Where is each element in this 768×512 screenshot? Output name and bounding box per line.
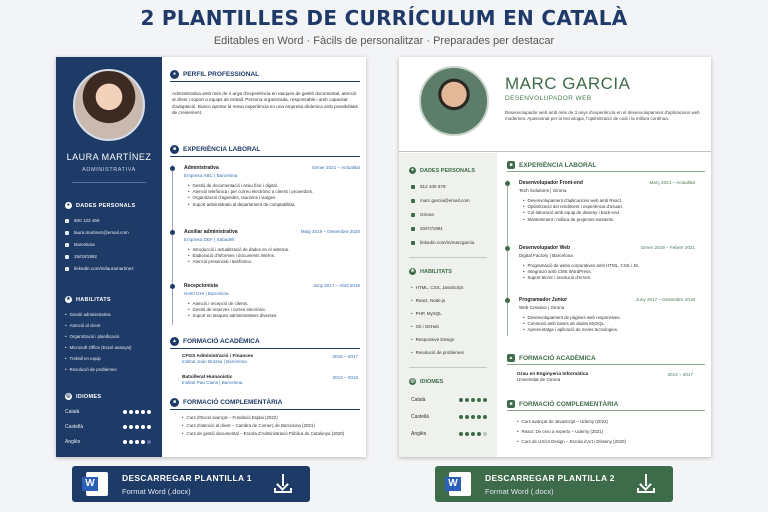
location-icon: [411, 213, 415, 217]
language-level: [123, 410, 151, 414]
cv1-linkedin: linkedin.com/in/lauramartinez: [65, 266, 134, 271]
level-dot: [471, 432, 475, 436]
phone-icon: [65, 219, 69, 223]
list-item: • Suport en tasques administratives diverses.: [188, 313, 277, 319]
cv1-role: ADMINISTRATIVA: [82, 167, 136, 173]
cv2-location: Girona: [411, 212, 434, 217]
list-item: • Organització i planificació: [65, 334, 119, 339]
level-dot: [477, 398, 481, 402]
cv2-skills-heading: ★ HABILITATS: [410, 268, 452, 275]
level-dot: [483, 432, 487, 436]
level-dot: [465, 432, 469, 436]
list-item: • Desenvolupament de pàgines web responsives.: [523, 315, 621, 321]
level-dot: [123, 410, 127, 414]
list-item: • Curs d'Excel avançat – Fundació Esplai (2022): [182, 415, 352, 421]
list-item: • Integració amb CMS WordPress.: [523, 269, 639, 275]
language-row: Castellà: [411, 414, 487, 420]
list-item: • Microsoft Office (Excel avançat): [65, 345, 131, 350]
cv1-extra-heading: ■ FORMACIÓ COMPLEMENTÀRIA: [170, 398, 360, 410]
download-tray-icon: [637, 488, 655, 493]
language-level: [459, 415, 487, 419]
list-item: • Curs de UX/UI Design – Escola d'Art i Disseny (2020): [517, 439, 687, 445]
cv-template-2: [399, 57, 711, 457]
list-item: • Gestió de documentació i arxiu físic i digital.: [188, 183, 313, 189]
list-item: • Curs avançat de JavaScript – Udemy (2022): [517, 419, 687, 425]
linkedin-icon: [65, 267, 69, 271]
cv2-intro: Desenvolupador web amb més de 3 anys d'experiència en el desenvolupament d'aplicacions web modernes. Apassionat per la tecnologia, l'optimització de codi i la millora contínua.: [505, 110, 700, 122]
level-dot: [135, 440, 139, 444]
language-level: [123, 425, 151, 429]
list-item: • Responsive Design: [411, 337, 454, 342]
level-dot: [147, 440, 151, 444]
list-item: • Treball en equip: [65, 356, 101, 361]
timeline-dot: [170, 284, 175, 289]
cv2-extra-heading: ■ FORMACIÓ COMPLEMENTÀRIA: [507, 400, 705, 411]
star-icon: ★: [66, 296, 71, 302]
level-dot: [477, 432, 481, 436]
level-dot: [129, 440, 133, 444]
divider: [72, 182, 146, 183]
cv2-languages-heading: ◎ IDIOMES: [410, 378, 444, 385]
cv1-phone: 600 123 456: [65, 218, 100, 223]
cv1-email: laura.martinez@email.com: [65, 230, 129, 235]
cv1-experience-heading: ■ EXPERIÈNCIA LABORAL: [170, 145, 360, 157]
briefcase-icon: ■: [507, 161, 515, 169]
cv1-job: Administrativa Gener 2021 – Actualitat Empresa ABC | Barcelona • Gestió de documentació i arxiu físic i digital. • Atenció telefònica i per correu electrònic a clients i proveïdors. • Organització d'agendes, reunions i viatges. • Suport administratiu al departament de comptabilitat.: [172, 165, 362, 225]
level-dot: [135, 425, 139, 429]
timeline-dot: [170, 166, 175, 171]
list-item: • HTML, CSS, JavaScript: [411, 285, 463, 290]
cv1-profile-heading: ● PERFIL PROFESSIONAL: [170, 70, 360, 82]
level-dot: [123, 425, 127, 429]
cv2-job: Programador Junior Juny 2017 – Desembre 2018 Web Creativa | Girona • Desenvolupament de pàgines web responsives. • Connexió amb bases de dades MySQL. • Aprenentatge i aplicació de noves tecnologies.: [507, 297, 697, 347]
cv-template-1: [56, 57, 366, 457]
list-item: • Curs d'atenció al client – Cambra de Comerç de Barcelona (2021): [182, 423, 352, 429]
list-item: • Introducció i actualització de dades en el sistema.: [188, 247, 289, 253]
list-item: • Suport administratiu al departament de comptabilitat.: [188, 202, 313, 208]
list-item: • Atenció presencial i telefònica.: [188, 259, 289, 265]
user-icon: ●: [410, 167, 415, 173]
list-item: • PHP, MySQL: [411, 311, 442, 316]
download-button-label: DESCARREGAR PLANTILLA 2: [485, 472, 615, 483]
timeline-dot: [505, 298, 510, 303]
graduation-cap-icon: ▲: [170, 337, 179, 346]
list-item: • Atenció telefònica i per correu electrònic a clients i proveïdors.: [188, 189, 313, 195]
phone-icon: [411, 185, 415, 189]
list-item: • Optimització del rendiment i experiència d'usuari.: [523, 204, 623, 210]
cv2-job: Desenvolupador Web Gener 2019 – Febrer 2021 Digital Factory | Barcelona • Programació de webs corporatives amb HTML, CSS i JS. • Integració amb CMS WordPress. • Suport tècnic i resolució d'errors.: [507, 245, 697, 295]
cv2-phone: 612 345 678: [411, 184, 446, 189]
calendar-icon: [411, 227, 415, 231]
cv1-education-item: Batxillerat Humanístic Institut Pau Claris | Barcelona 2013 – 2015: [182, 375, 358, 385]
language-level: [459, 432, 487, 436]
level-dot: [135, 410, 139, 414]
level-dot: [483, 398, 487, 402]
cv1-main: [162, 57, 366, 457]
list-item: • Programació de webs corporatives amb HTML, CSS i JS.: [523, 263, 639, 269]
level-dot: [147, 425, 151, 429]
globe-icon: ◎: [66, 393, 71, 399]
download-template-2-button[interactable]: [435, 466, 673, 502]
cv1-education-item: CFGS Administració i Finances Institut Joan Brossa | Barcelona 2015 – 2017: [182, 354, 358, 364]
cv1-job: Auxiliar administrativa Maig 2019 – Desembre 2020 Empresa DEF | Sabadell • Introducció i actualització de dades en el sistema. • Elaboració d'informes i documents interns. • Atenció presencial i telefònica.: [172, 229, 362, 279]
cv1-contact-heading: ● DADES PERSONALS: [66, 202, 136, 209]
level-dot: [471, 415, 475, 419]
timeline-dot: [170, 230, 175, 235]
cv1-location: Barcelona: [65, 242, 95, 247]
book-icon: ■: [507, 400, 515, 408]
star-icon: ★: [410, 268, 415, 274]
level-dot: [123, 440, 127, 444]
cv2-main: [497, 153, 711, 457]
cv2-contact-heading: ● DADES PERSONALS: [410, 167, 476, 174]
timeline-dot: [505, 246, 510, 251]
calendar-icon: [65, 255, 69, 259]
level-dot: [483, 415, 487, 419]
list-item: • Manteniment i millora de projectes existents.: [523, 217, 623, 223]
list-item: • Resolució de problemes: [411, 350, 464, 355]
cv1-languages-heading: ◎ IDIOMES: [66, 393, 102, 400]
user-icon: ●: [66, 202, 71, 208]
language-row: Català: [65, 409, 151, 415]
list-item: • Git i GitHub: [411, 324, 439, 329]
download-tray-icon: [274, 488, 292, 493]
level-dot: [129, 425, 133, 429]
language-level: [123, 440, 151, 444]
cv2-experience-heading: ■ EXPERIÈNCIA LABORAL: [507, 161, 705, 172]
cv2-header: [399, 57, 711, 152]
level-dot: [477, 415, 481, 419]
word-document-icon: W: [449, 472, 471, 496]
cv1-skills-heading: ★ HABILITATS: [66, 296, 111, 303]
list-item: • Resolució de problemes: [65, 367, 117, 372]
cv2-role: DESENVOLUPADOR WEB: [505, 95, 592, 102]
level-dot: [459, 415, 463, 419]
download-template-1-button[interactable]: [72, 466, 310, 502]
cv2-sidebar: [399, 153, 497, 457]
list-item: • Col·laboració amb equip de disseny i back-end.: [523, 210, 623, 216]
globe-icon: ◎: [410, 378, 415, 384]
avatar: [73, 69, 145, 141]
level-dot: [141, 440, 145, 444]
linkedin-icon: [411, 241, 415, 245]
level-dot: [465, 415, 469, 419]
cv1-birthdate: 15/03/1992: [65, 254, 97, 259]
timeline-dot: [505, 181, 510, 186]
language-row: Castellà: [65, 424, 151, 430]
list-item: • React: De cero a experto – Udemy (2021): [517, 429, 687, 435]
word-document-icon: W: [86, 472, 108, 496]
page-subtitle: Editables en Word · Fàcils de personalitzar · Preparades per destacar: [213, 35, 555, 47]
list-item: • Atenció i recepció de clients.: [188, 301, 277, 307]
list-item: • Gestió de reserves i correu electrònic.: [188, 307, 277, 313]
language-level: [459, 398, 487, 402]
list-item: • Connexió amb bases de dades MySQL.: [523, 321, 621, 327]
cv2-education-item: Grau en Enginyeria Informàtica Universitat de Girona 2013 – 2017: [517, 372, 693, 382]
level-dot: [129, 410, 133, 414]
list-item: • Organització d'agendes, reunions i viatges.: [188, 195, 313, 201]
list-item: • Aprenentatge i aplicació de noves tecnologies.: [523, 327, 621, 333]
divider: [409, 257, 487, 258]
download-button-format: Format Word (.docx): [485, 486, 554, 496]
cv2-education-heading: ▲ FORMACIÓ ACADÈMICA: [507, 354, 705, 365]
level-dot: [147, 410, 151, 414]
cv2-linkedin: linkedin.com/in/marcgarcia: [411, 240, 474, 245]
cv1-sidebar: [56, 57, 162, 457]
user-icon: ●: [170, 70, 179, 79]
level-dot: [459, 432, 463, 436]
list-item: • Desenvolupament d'aplicacions web amb React.: [523, 198, 623, 204]
cv2-birthdate: 20/07/1991: [411, 226, 443, 231]
cv2-name: MARC GARCIA: [505, 74, 631, 93]
language-row: Anglès: [65, 439, 151, 445]
graduation-cap-icon: ▲: [508, 355, 514, 361]
mail-icon: [65, 231, 69, 235]
cv2-email: marc.garcia@email.com: [411, 198, 470, 203]
list-item: • Elaboració d'informes i documents interns.: [188, 253, 289, 259]
cv1-profile-text: Administrativa amb més de 4 anys d'experiència en tasques de gestió documental, atenció al client i suport a equips de treball. Persona organitzada, responsable i amb capacitat d'adaptació. Busco aportar la meva experiència en una empresa dinàmica amb possibilitats de creixement.: [172, 91, 359, 116]
level-dot: [465, 398, 469, 402]
download-button-format: Format Word (.docx): [122, 486, 191, 496]
location-icon: [65, 243, 69, 247]
list-item: • Curs de gestió documental – Escola d'Administració Pública de Catalunya (2020): [182, 431, 352, 437]
cv1-education-heading: ▲ FORMACIÓ ACADÈMICA: [170, 337, 360, 349]
level-dot: [141, 425, 145, 429]
language-row: Anglès: [411, 431, 487, 437]
level-dot: [459, 398, 463, 402]
level-dot: [471, 398, 475, 402]
page-title: 2 PLANTILLES DE CURRÍCULUM EN CATALÀ: [140, 6, 628, 30]
list-item: • Gestió administrativa: [65, 312, 111, 317]
divider: [409, 367, 487, 368]
language-row: Català: [411, 397, 487, 403]
book-icon: ■: [170, 398, 179, 407]
download-button-label: DESCARREGAR PLANTILLA 1: [122, 472, 252, 483]
avatar: [419, 66, 489, 136]
list-item: • Suport tècnic i resolució d'errors.: [523, 275, 639, 281]
cv1-name: LAURA MARTÍNEZ: [66, 152, 152, 162]
cv2-job: Desenvolupador Front-end Març 2021 – Actualitat Tech Solutions | Girona • Desenvolupament d'aplicacions web amb React. • Optimització del rendiment i experiència d'usuari. • Col·laboració amb equip de disseny i back-end. • Manteniment i millora de projectes existents.: [507, 180, 697, 240]
briefcase-icon: ■: [170, 145, 179, 154]
cv1-job: Recepcionista Juny 2017 – Abril 2019 Hotel GHI | Barcelona • Atenció i recepció de clients. • Gestió de reserves i correu electrònic. • Suport en tasques administratives diverses.: [172, 283, 362, 333]
list-item: • React, Node.js: [411, 298, 445, 303]
mail-icon: [411, 199, 415, 203]
level-dot: [141, 410, 145, 414]
list-item: • Atenció al client: [65, 323, 100, 328]
